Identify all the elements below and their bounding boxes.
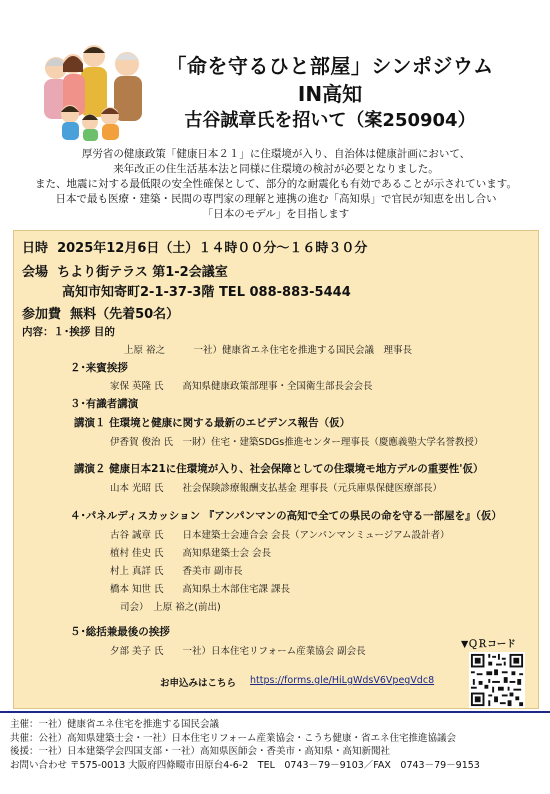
panelist-row: 古谷 誠章 氏 日本建築士会連合会 会長（アンパンマンミュージアム設計者） <box>110 530 450 541</box>
intro-line: 厚労省の健康政策「健康日本２１」に住環境が入り、自治体は健康計画において、 <box>81 148 471 160</box>
fee-value: 無料（先着50名） <box>70 307 180 322</box>
panelist-row: 村上 真詳 氏 香美市 副市長 <box>110 566 243 577</box>
program-item5-person: 夕部 美子 氏 一社）日本住宅リフォーム産業協会 副会長 <box>110 646 366 657</box>
program-item2-title: ２･来賓挨拶 <box>70 362 128 374</box>
lecture2-title: 講演２ 健康日本21に住環境が入り、社会保障としての住環境モ地方デルの重要性'仮） <box>74 463 484 475</box>
intro-text <box>20 147 532 222</box>
footer-divider <box>0 711 550 713</box>
contents-row <box>22 324 115 339</box>
program-item3-title: ３･有識者講演 <box>70 398 139 410</box>
fee-row <box>22 303 179 322</box>
intro-line: また、地震に対する最低限の安全性確保として、部分的な耐震化も有効であることが示されています。 <box>35 178 517 190</box>
venue-label: 会場 <box>22 265 49 280</box>
family-illustration <box>32 42 162 142</box>
page-title-line2: IN高知 <box>297 82 363 106</box>
program-item1-person: 上原 裕之 一社）健康省エネ住宅を推進する国民会議 理事長 <box>124 345 413 356</box>
footer-info <box>10 718 540 772</box>
date-label: 日時 <box>22 241 49 256</box>
venue-address: 高知市知寄町2-1-37-3階 TEL 088-883-5444 <box>62 285 351 300</box>
program-item5-title: ５･総括兼最後の挨拶 <box>70 626 170 638</box>
program-item1-title: １･挨拶 目的 <box>53 326 115 338</box>
venue-row <box>22 261 228 280</box>
date-value: 2025年12月6日（土）１４時００分～１６時３０分 <box>57 241 368 256</box>
program-item4-title: ４･パネルディスカッション 『アンパンマンの高知で全ての県民の命を守る一部屋を』（仮） <box>70 510 502 522</box>
lecture2-person: 山本 光昭 氏 社会保険診療報酬支払基金 理事長（元兵庫県保健医療部長） <box>110 483 443 494</box>
intro-line: 日本で最も医療・建築・民間の専門家の理解と連携の進む「高知県」で官民が知恵を出し合い <box>55 193 497 205</box>
date-row <box>22 237 367 256</box>
apply-label: お申込みはこちら <box>160 678 237 689</box>
apply-link[interactable]: https://forms.gle/HiLgWdsV6VpegVdc8 <box>250 675 435 686</box>
qr-code[interactable] <box>469 652 525 708</box>
panelist-row: 橋本 知世 氏 高知県土木部住宅課 課長 <box>110 584 291 595</box>
footer-cosponsor: 共催：公社）高知県建築士会・一社）日本住宅リフォーム産業協会・こうち健康・省エネ住宅推進協議会 <box>10 732 457 744</box>
page-title-line3: 古谷誠章氏を招いて（案250904） <box>184 110 476 131</box>
event-details-panel <box>13 230 539 709</box>
footer-organizer: 主催：一社）健康省エネ住宅を推進する国民会議 <box>10 719 220 730</box>
fee-label: 参加費 <box>22 307 62 322</box>
lecture1-person: 伊香賀 俊治 氏 一財）住宅・建築SDGs推進センター理事長（慶應義塾大学名誉教授） <box>110 437 484 448</box>
intro-line: 来年改正の住生活基本法と同様に住環境の検討が必要となりました。 <box>113 163 439 175</box>
footer-supporter: 後援：一社）日本建築学会四国支部・一社）高知県医師会・香美市・高知県・高知新聞社 <box>10 746 391 757</box>
footer-contact: お問い合わせ 〒575-0013 大阪府四條畷市田原台4-6-2 TEL 0743－79－9103／FAX 0743－79－9153 <box>10 759 480 771</box>
lecture1-title: 講演１ 住環境と健康に関する最新のエビデンス報告（仮） <box>74 417 351 429</box>
contents-label: 内容： <box>22 326 54 338</box>
panelist-row: 植村 佳史 氏 高知県建築士会 会長 <box>110 548 272 559</box>
intro-line: 「日本のモデル」を目指します <box>202 208 350 220</box>
qr-label: ▼ＱＲコード <box>461 639 516 650</box>
program-item2-person: 家保 英隆 氏 高知県健康政策部理事・全国衛生部長会会長 <box>110 381 373 392</box>
page-title-line1: 「命を守るひと部屋」シンポジウム <box>166 54 494 78</box>
venue-value: ちより街テラス 第1-2会議室 <box>57 265 228 280</box>
moderator-row: 司会） 上原 裕之(前出) <box>120 602 221 613</box>
